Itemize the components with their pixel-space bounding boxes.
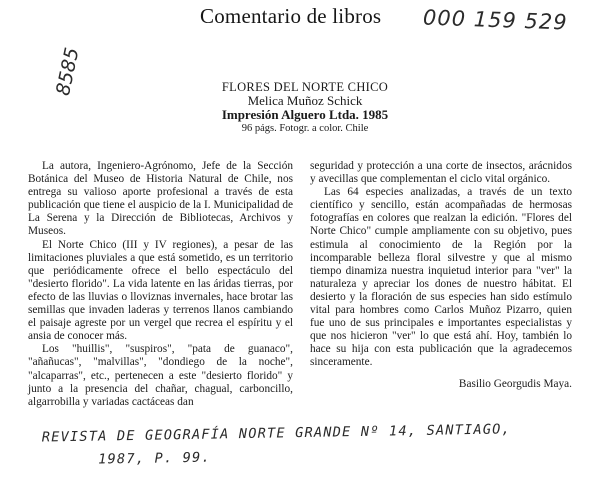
review-paragraph: Las 64 especies analizadas, a través de un texto científico y sencillo, están acompañadas de hermosas fotografías en colores que realzan la edición. "Flores del Norte Chico" cumple ampliamente con su objetivo, pues estimula al conocimiento de la Región por la incomparable belleza floral silvestre y que al mismo tiempo dinamiza nuestra inquietud interior para "ver" la naturaleza y apreciar los dones de nuestro hábitat. El desierto y la floración de sus especies han sido estímulo vital para hombres como Carlos Muñoz Pizarro, quien fue uno de sus principales e importantes especialistas y que nos hicieron "ver" lo que está ahí. Hoy, también lo hace su hija con esta publicación que la agradecemos sinceramente. (310, 186, 572, 369)
book-description: 96 págs. Fotogr. a color. Chile (241, 123, 369, 134)
handwritten-citation (42, 417, 563, 472)
review-column-left (28, 160, 293, 409)
citation-line-1: REVISTA DE GEOGRAFÍA NORTE GRANDE Nº 14, SANTIAGO, (41, 421, 512, 446)
book-author: Melica Muñoz Schick (247, 93, 363, 108)
review-paragraph: Los "huillis", "suspiros", "pata de guanaco", "añañucas", "malvillas", "dondiego de la noche", "alcaparras", etc., pertenecen a este "desierto florido" y junto a la presencia del chañar, chagual, carboncillo, algarrobilla y variadas cactáceas dan (28, 343, 293, 408)
review-paragraph: seguridad y protección a una corte de insectos, arácnidos y avecillas que complementan el ciclo vital orgánico. (310, 160, 572, 186)
review-paragraph: El Norte Chico (III y IV regiones), a pesar de las limitaciones pluviales a que está sometido, es un territorio que periódicamente ofrece el bello espectáculo del "desierto florido". La vida latente en las áridas tierras, por efecto de las lluvias o lloviznas invernales, hace brotar las semillas que invaden laderas y terrenos llanos cambiando el paisaje agreste por un vergel que recrea el espíritu y el ansia de conocer más. (28, 238, 293, 343)
handwritten-side-number: 8585 (52, 45, 84, 98)
book-publisher: Impresión Alguero Ltda. 1985 (221, 107, 389, 122)
book-reference (180, 80, 430, 136)
reviewer-signature: Basilio Georgudis Maya. (458, 377, 572, 390)
handwritten-catalog-number: 000 159 529 (422, 5, 568, 35)
citation-line-2: 1987, P. 99. (98, 449, 211, 468)
section-title: Comentario de libros (200, 4, 382, 28)
book-title: FLORES DEL NORTE CHICO (221, 80, 389, 94)
review-column-right (310, 160, 572, 391)
review-paragraph: La autora, Ingeniero-Agrónomo, Jefe de la Sección Botánica del Museo de Historia Natural de Chile, nos entrega su valioso aporte profesional a través de esta publicación que tiene el auspicio de la I. Municipalidad de La Serena y la Dirección de Bibliotecas, Archivos y Museos. (28, 160, 293, 238)
